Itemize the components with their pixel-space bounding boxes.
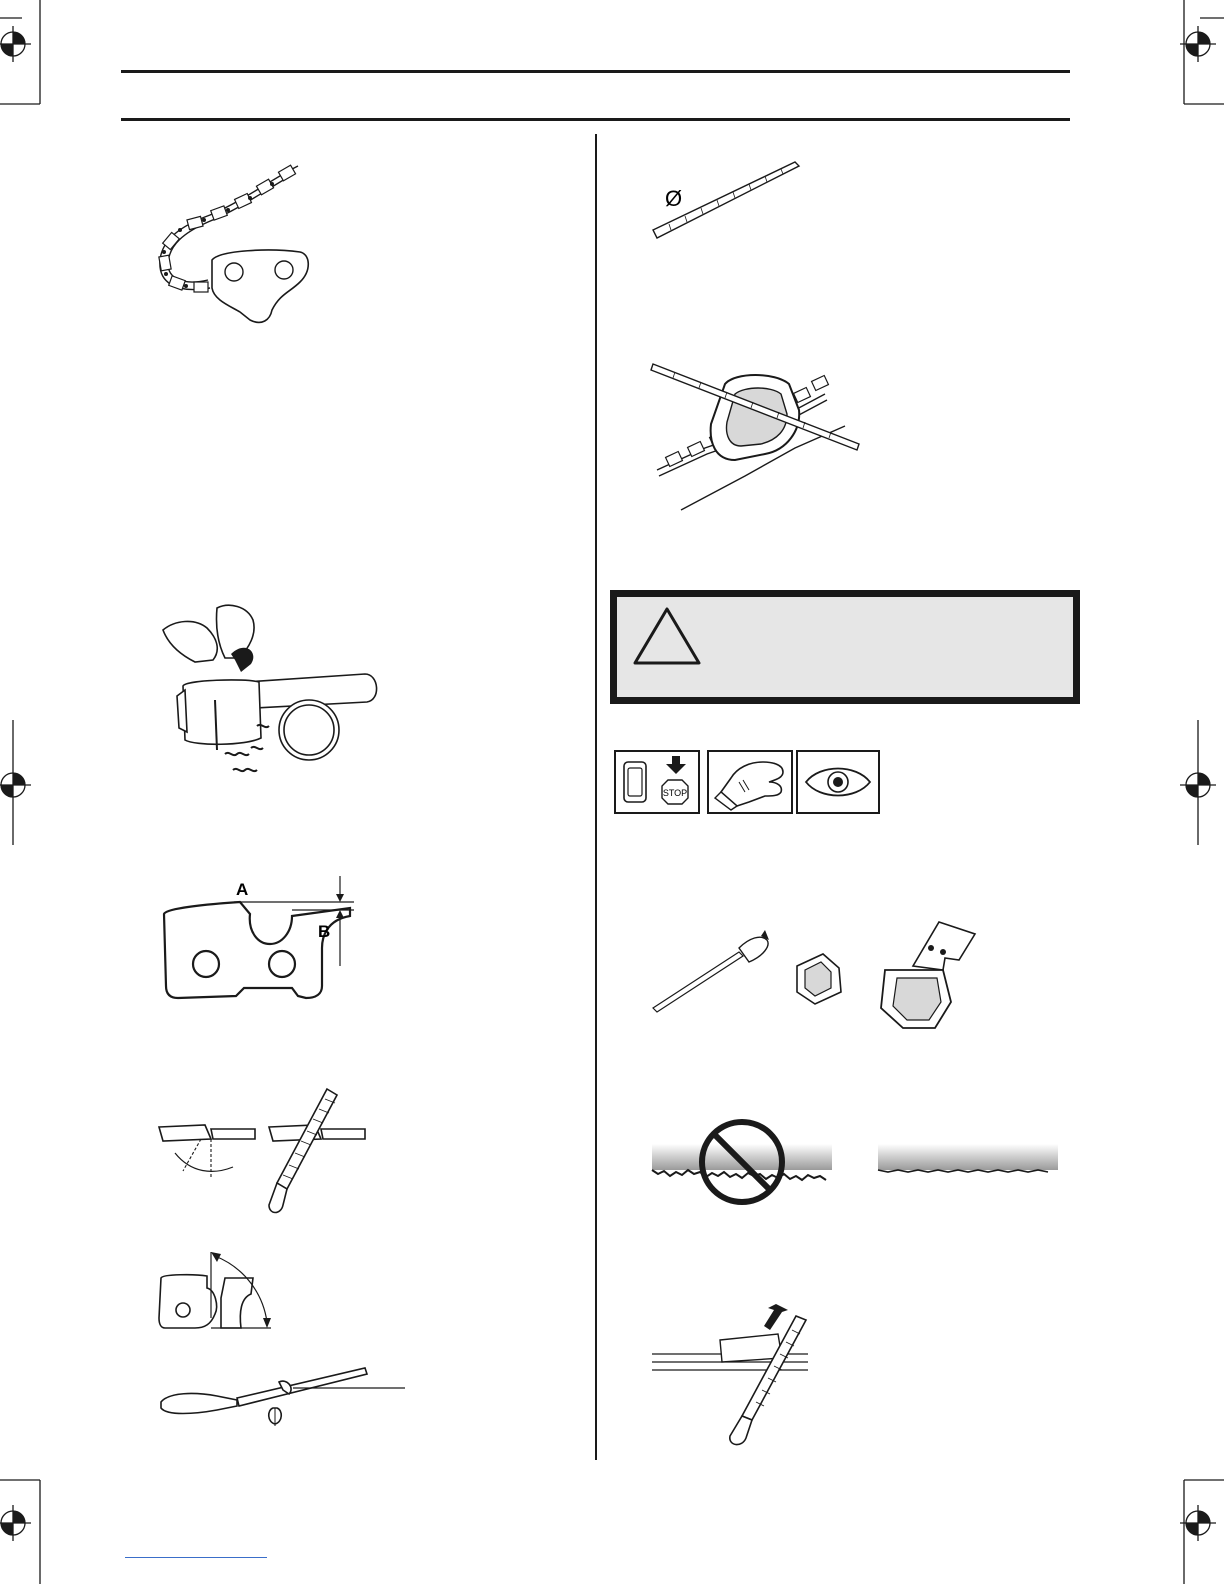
file-stroke-figure — [650, 1300, 820, 1450]
file-holder-icon — [155, 1360, 405, 1430]
file-gauge-figure — [645, 350, 875, 515]
pictogram-eye-protection — [796, 750, 880, 814]
chainsaw-cutting-figure — [155, 600, 385, 790]
chainsaw-cutting-icon — [155, 600, 385, 790]
prohibited-icon — [650, 1120, 1070, 1210]
pictogram-gloves — [707, 750, 793, 814]
prohibited-comparison-figure — [650, 1120, 1070, 1210]
stop-switch-icon — [616, 752, 698, 812]
pictogram-stop-switch — [614, 750, 700, 814]
warning-triangle-icon — [627, 597, 707, 677]
file-holder-figure — [155, 1360, 405, 1430]
label-b: B — [318, 922, 331, 941]
sharpening-kit-icon — [645, 912, 985, 1042]
sharpening-kit-figure — [645, 912, 985, 1042]
label-a: A — [236, 880, 249, 899]
file-angle-icon — [155, 1248, 285, 1338]
stop-text: STOP — [662, 788, 688, 798]
eye-protection-icon — [798, 752, 878, 812]
file-stroke-icon — [650, 1300, 820, 1450]
column-divider — [595, 134, 597, 1460]
chain-figure — [150, 160, 320, 340]
file-angle-figure — [155, 1085, 375, 1220]
warning-box — [610, 590, 1080, 704]
file-angle-icon — [155, 1085, 375, 1220]
diameter-symbol: Ø — [665, 186, 683, 211]
glove-icon — [709, 752, 791, 812]
round-file-figure — [645, 158, 815, 243]
footer-link-underline — [125, 1557, 267, 1558]
depth-gauge-figure — [150, 868, 380, 1008]
header-rule-bottom — [121, 118, 1070, 121]
file-gauge-icon — [645, 350, 875, 515]
depth-gauge-icon — [150, 868, 380, 1008]
top-plate-angle-figure — [155, 1248, 285, 1338]
chain-icon — [150, 160, 320, 340]
header-rule-top — [121, 70, 1070, 73]
